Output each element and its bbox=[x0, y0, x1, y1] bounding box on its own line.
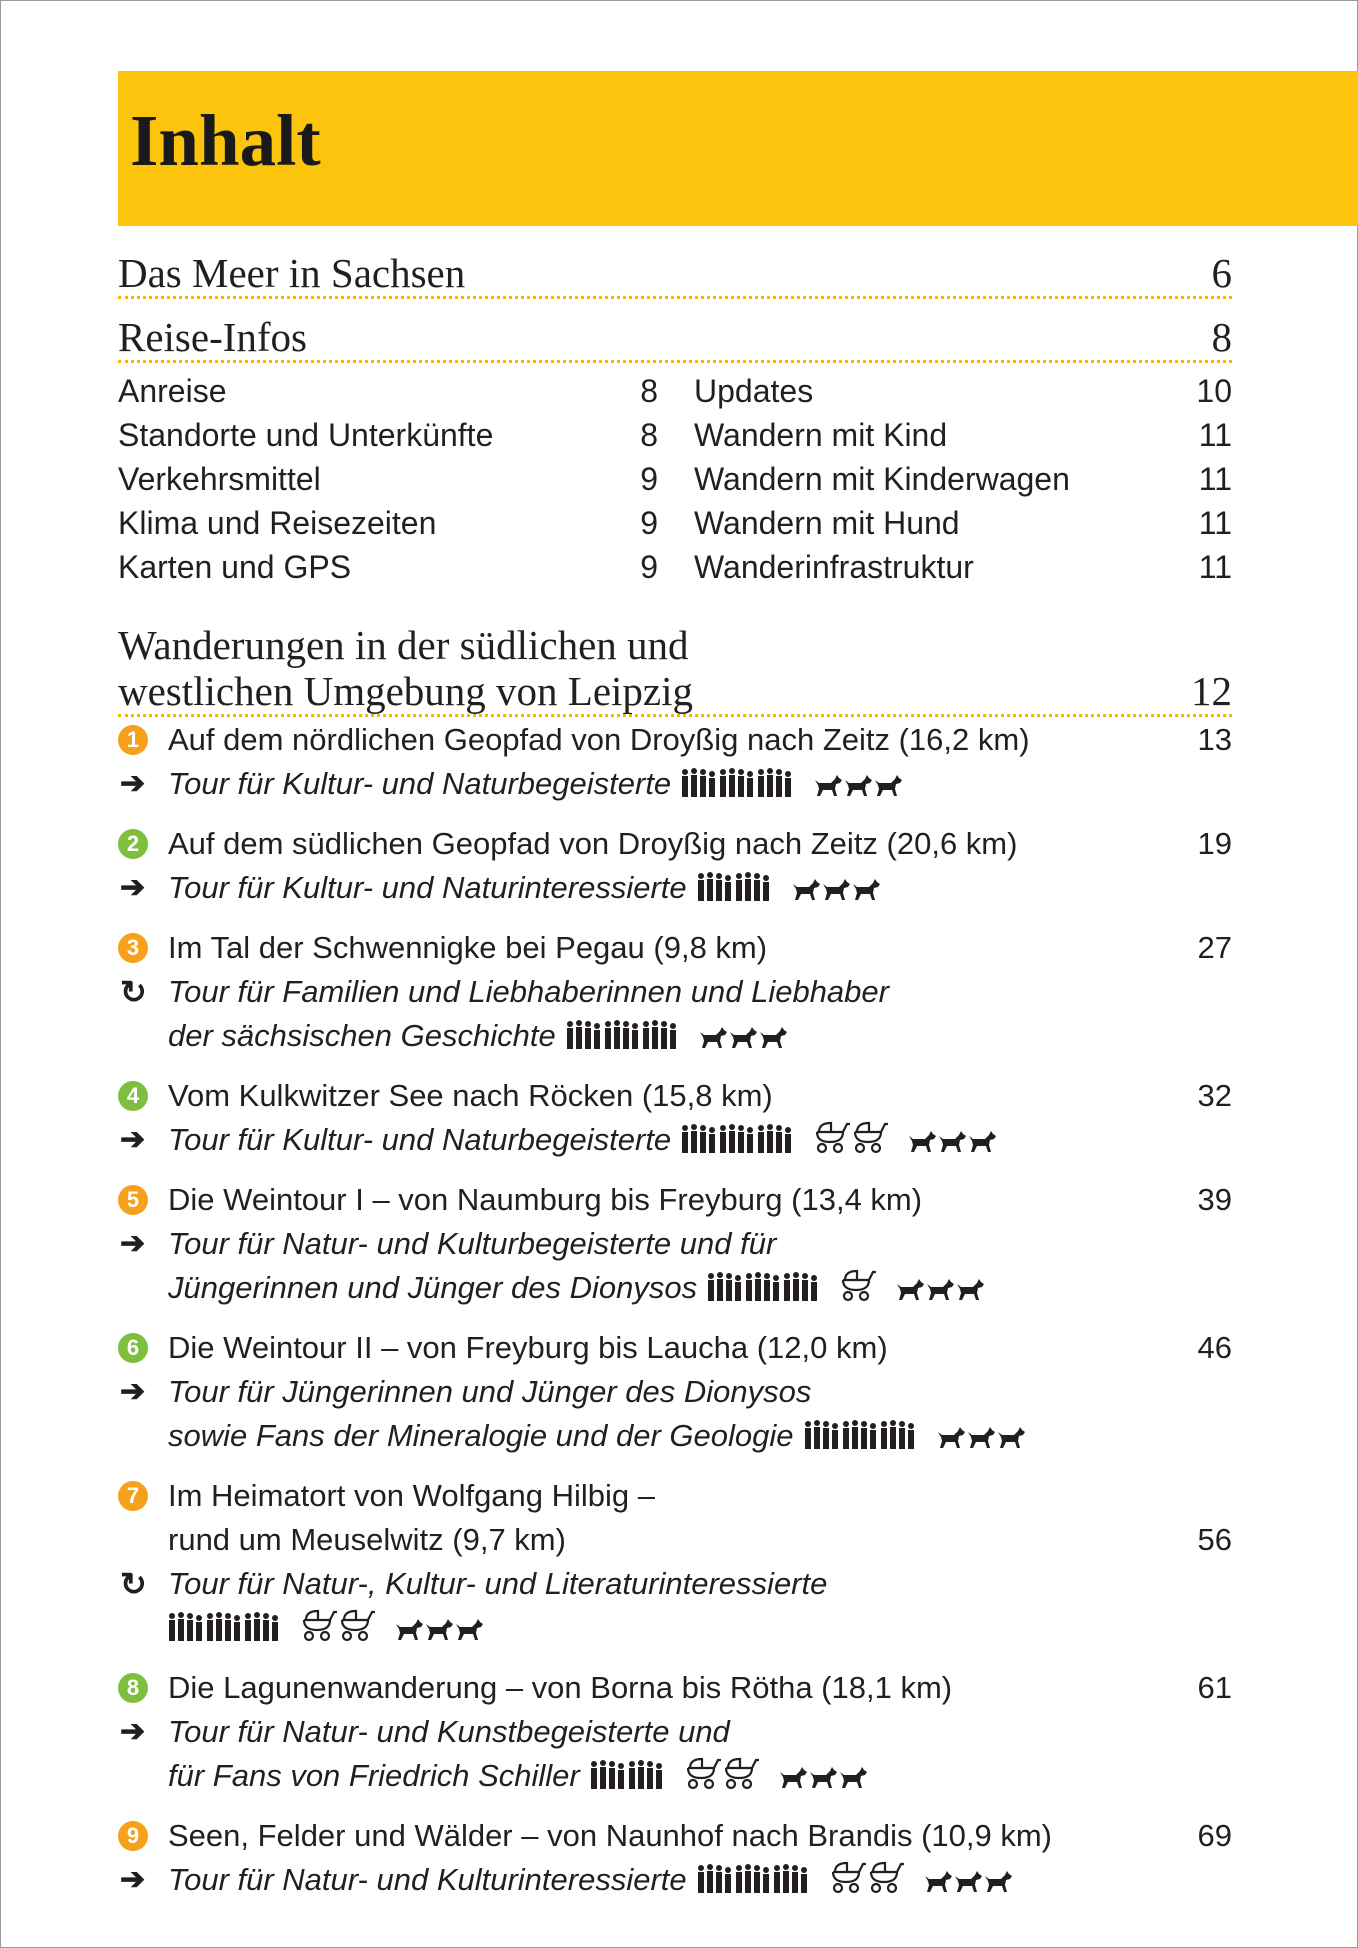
stroller-icon bbox=[338, 1608, 376, 1642]
tour-title: Seen, Felder und Wälder – von Naunhof nach Brandis (10,9 km) bbox=[168, 1818, 1052, 1853]
family-icon bbox=[773, 1864, 811, 1894]
dog-icon bbox=[895, 1278, 925, 1302]
family-icon bbox=[590, 1760, 628, 1790]
dog-rating bbox=[895, 1266, 985, 1310]
page-title: Inhalt bbox=[130, 100, 321, 181]
stroller-icon bbox=[722, 1756, 760, 1790]
stroller-rating bbox=[684, 1754, 760, 1798]
info-page: 11 bbox=[1198, 461, 1232, 497]
stroller-icon bbox=[829, 1860, 867, 1894]
dog-icon bbox=[953, 1870, 983, 1894]
tour-description-line bbox=[118, 1266, 1232, 1310]
info-item[interactable] bbox=[694, 501, 1232, 545]
stroller-rating bbox=[813, 1118, 889, 1162]
family-icon bbox=[757, 1124, 795, 1154]
reise-infos-left bbox=[118, 369, 658, 589]
info-label: Wandern mit Hund bbox=[694, 505, 960, 541]
dog-rating bbox=[813, 762, 903, 806]
section-title-line-2: westlichen Umgebung von Leipzig bbox=[118, 668, 694, 714]
tour-title-line bbox=[118, 1666, 1232, 1710]
dog-icon bbox=[821, 878, 851, 902]
tour-page: 56 bbox=[1197, 1522, 1232, 1557]
family-rating bbox=[566, 1014, 680, 1058]
dog-icon bbox=[424, 1618, 454, 1642]
dog-icon bbox=[728, 1026, 758, 1050]
info-item[interactable] bbox=[694, 413, 1232, 457]
tour-number-badge: 6 bbox=[118, 1333, 148, 1363]
tour-description: Jüngerinnen und Jünger des Dionysos bbox=[168, 1270, 698, 1305]
arrow-right-icon: ➔ bbox=[120, 1863, 146, 1896]
tour-page: 19 bbox=[1197, 826, 1232, 861]
family-icon bbox=[681, 1124, 719, 1154]
tour-number-badge: 2 bbox=[118, 829, 148, 859]
tour-description: Tour für Kultur- und Naturbegeisterte bbox=[168, 1122, 672, 1157]
info-item[interactable] bbox=[118, 501, 658, 545]
info-page: 9 bbox=[640, 461, 658, 497]
dog-rating bbox=[394, 1606, 484, 1650]
dog-icon bbox=[983, 1870, 1013, 1894]
dog-icon bbox=[967, 1130, 997, 1154]
info-label: Anreise bbox=[118, 373, 227, 409]
tour-description-line bbox=[118, 1014, 1232, 1058]
dog-icon bbox=[808, 1766, 838, 1790]
header-banner bbox=[118, 71, 1358, 226]
tour-entry[interactable] bbox=[118, 1474, 1232, 1650]
tour-page: 46 bbox=[1197, 1330, 1232, 1365]
tour-number-badge: 1 bbox=[118, 725, 148, 755]
dog-icon bbox=[925, 1278, 955, 1302]
info-page: 9 bbox=[640, 549, 658, 585]
family-icon bbox=[757, 768, 795, 798]
tour-description-line bbox=[118, 866, 1232, 910]
tour-description: der sächsischen Geschichte bbox=[168, 1018, 556, 1053]
family-icon bbox=[842, 1420, 880, 1450]
section-title: Reise-Infos bbox=[118, 314, 308, 360]
dog-icon bbox=[955, 1278, 985, 1302]
family-rating bbox=[168, 1606, 282, 1650]
tour-description-line bbox=[118, 1370, 1232, 1414]
reise-infos-right bbox=[694, 369, 1232, 589]
family-rating bbox=[707, 1266, 821, 1310]
tour-number-badge: 9 bbox=[118, 1821, 148, 1851]
tour-page: 61 bbox=[1197, 1670, 1232, 1705]
family-icon bbox=[745, 1272, 783, 1302]
tour-page: 69 bbox=[1197, 1818, 1232, 1853]
dog-rating bbox=[791, 866, 881, 910]
info-page: 11 bbox=[1198, 417, 1232, 453]
dog-icon bbox=[923, 1870, 953, 1894]
family-icon bbox=[719, 1124, 757, 1154]
dog-icon bbox=[838, 1766, 868, 1790]
dog-icon bbox=[851, 878, 881, 902]
tour-entry[interactable] bbox=[118, 1326, 1232, 1458]
tour-description-line bbox=[118, 1414, 1232, 1458]
family-icon bbox=[244, 1612, 282, 1642]
family-icon bbox=[783, 1272, 821, 1302]
tour-title: Auf dem südlichen Geopfad von Droyßig nach Zeitz (20,6 km) bbox=[168, 826, 1018, 861]
tour-description-line bbox=[118, 1222, 1232, 1266]
arrow-right-icon: ➔ bbox=[120, 1375, 146, 1408]
family-rating bbox=[697, 866, 773, 910]
family-icon bbox=[642, 1020, 680, 1050]
tour-title-line bbox=[118, 926, 1232, 970]
tour-description: Tour für Natur-, Kultur- und Literaturinteressierte bbox=[168, 1566, 828, 1601]
family-icon bbox=[719, 768, 757, 798]
dog-icon bbox=[758, 1026, 788, 1050]
dog-icon bbox=[394, 1618, 424, 1642]
arrow-right-icon: ➔ bbox=[120, 871, 146, 904]
dog-icon bbox=[907, 1130, 937, 1154]
info-page: 11 bbox=[1198, 505, 1232, 541]
stroller-icon bbox=[851, 1120, 889, 1154]
arrow-right-icon: ➔ bbox=[120, 1715, 146, 1748]
section-reise-infos[interactable] bbox=[118, 314, 1232, 363]
tour-title: Vom Kulkwitzer See nach Röcken (15,8 km) bbox=[168, 1078, 773, 1113]
tour-title: Die Weintour II – von Freyburg bis Laucha (12,0 km) bbox=[168, 1330, 888, 1365]
tour-entry[interactable] bbox=[118, 1178, 1232, 1310]
info-label: Klima und Reisezeiten bbox=[118, 505, 437, 541]
arrow-right-icon: ➔ bbox=[120, 1227, 146, 1260]
family-icon bbox=[604, 1020, 642, 1050]
tour-description-line bbox=[118, 1710, 1232, 1754]
loop-icon: ↻ bbox=[120, 974, 147, 1010]
dog-rating bbox=[923, 1858, 1013, 1902]
family-rating bbox=[590, 1754, 666, 1798]
dog-rating bbox=[907, 1118, 997, 1162]
dog-icon bbox=[813, 774, 843, 798]
stroller-rating bbox=[300, 1606, 376, 1650]
tour-page: 27 bbox=[1197, 930, 1232, 965]
info-page: 8 bbox=[640, 373, 658, 409]
info-page: 9 bbox=[640, 505, 658, 541]
family-icon bbox=[880, 1420, 918, 1450]
dog-rating bbox=[936, 1414, 1026, 1458]
tour-description: Tour für Jüngerinnen und Jünger des Dionysos bbox=[168, 1374, 812, 1409]
stroller-icon bbox=[684, 1756, 722, 1790]
tour-description: Tour für Kultur- und Naturinteressierte bbox=[168, 870, 687, 905]
tour-description-line bbox=[118, 970, 1232, 1014]
tour-description-line bbox=[118, 1118, 1232, 1162]
dog-icon bbox=[966, 1426, 996, 1450]
tour-number-badge: 4 bbox=[118, 1081, 148, 1111]
dog-icon bbox=[454, 1618, 484, 1642]
tour-entry[interactable] bbox=[118, 1814, 1232, 1902]
tour-page: 39 bbox=[1197, 1182, 1232, 1217]
family-icon bbox=[697, 1864, 735, 1894]
family-rating bbox=[681, 1118, 795, 1162]
family-rating bbox=[681, 762, 795, 806]
tour-title-line bbox=[118, 1814, 1232, 1858]
tour-title-line bbox=[118, 1518, 1232, 1562]
info-item[interactable] bbox=[694, 545, 1232, 589]
dog-rating bbox=[698, 1014, 788, 1058]
dog-icon bbox=[873, 774, 903, 798]
tour-title-line bbox=[118, 822, 1232, 866]
dog-icon bbox=[996, 1426, 1026, 1450]
tour-title: rund um Meuselwitz (9,7 km) bbox=[168, 1522, 566, 1557]
arrow-right-icon: ➔ bbox=[120, 1123, 146, 1156]
info-label: Updates bbox=[694, 373, 814, 409]
info-item[interactable] bbox=[694, 369, 1232, 413]
tour-number-badge: 3 bbox=[118, 933, 148, 963]
section-page: 8 bbox=[1211, 314, 1232, 360]
info-page: 8 bbox=[640, 417, 658, 453]
info-item[interactable] bbox=[118, 545, 658, 589]
tour-description-line bbox=[118, 1562, 1232, 1606]
stroller-icon bbox=[839, 1268, 877, 1302]
info-label: Standorte und Unterkünfte bbox=[118, 417, 494, 453]
tour-title-line bbox=[118, 1326, 1232, 1370]
tour-title-line bbox=[118, 1074, 1232, 1118]
tour-title: Auf dem nördlichen Geopfad von Droyßig nach Zeitz (16,2 km) bbox=[168, 722, 1030, 757]
family-icon bbox=[566, 1020, 604, 1050]
family-icon bbox=[681, 768, 719, 798]
family-rating bbox=[697, 1858, 811, 1902]
tour-page: 32 bbox=[1197, 1078, 1232, 1113]
stroller-rating bbox=[839, 1266, 877, 1310]
info-label: Wanderinfrastruktur bbox=[694, 549, 974, 585]
tour-description: Tour für Natur- und Kulturbegeisterte und für bbox=[168, 1226, 777, 1261]
dog-icon bbox=[936, 1426, 966, 1450]
tour-icons-line bbox=[118, 1606, 1232, 1650]
tour-title: Die Weintour I – von Naumburg bis Freyburg (13,4 km) bbox=[168, 1182, 923, 1217]
dog-rating bbox=[778, 1754, 868, 1798]
tour-description-line bbox=[118, 762, 1232, 806]
stroller-icon bbox=[300, 1608, 338, 1642]
tour-description: Tour für Natur- und Kunstbegeisterte und bbox=[168, 1714, 730, 1749]
dog-icon bbox=[937, 1130, 967, 1154]
section-title-line-1: Wanderungen in der südlichen und bbox=[118, 622, 689, 668]
info-item[interactable] bbox=[118, 369, 658, 413]
tour-entry[interactable] bbox=[118, 718, 1232, 806]
dog-icon bbox=[843, 774, 873, 798]
stroller-rating bbox=[829, 1858, 905, 1902]
family-rating bbox=[804, 1414, 918, 1458]
family-icon bbox=[735, 872, 773, 902]
tour-description: für Fans von Friedrich Schiller bbox=[168, 1758, 580, 1793]
tour-number-badge: 8 bbox=[118, 1673, 148, 1703]
family-icon bbox=[206, 1612, 244, 1642]
section-page: 12 bbox=[1191, 668, 1232, 714]
tour-description-line bbox=[118, 1858, 1232, 1902]
tour-number-badge: 5 bbox=[118, 1185, 148, 1215]
tour-title: Im Heimatort von Wolfgang Hilbig – bbox=[168, 1478, 656, 1513]
tour-description: Tour für Natur- und Kulturinteressierte bbox=[168, 1862, 687, 1897]
tour-title: Im Tal der Schwennigke bei Pegau (9,8 km) bbox=[168, 930, 768, 965]
section-title: Das Meer in Sachsen bbox=[118, 250, 466, 296]
tour-entry[interactable] bbox=[118, 926, 1232, 1058]
family-icon bbox=[804, 1420, 842, 1450]
tour-entry[interactable] bbox=[118, 1666, 1232, 1798]
section-page: 6 bbox=[1211, 250, 1232, 296]
loop-icon: ↻ bbox=[120, 1566, 147, 1602]
stroller-icon bbox=[867, 1860, 905, 1894]
family-icon bbox=[707, 1272, 745, 1302]
tour-description-line bbox=[118, 1754, 1232, 1798]
arrow-right-icon: ➔ bbox=[120, 767, 146, 800]
info-label: Wandern mit Kinderwagen bbox=[694, 461, 1070, 497]
info-label: Wandern mit Kind bbox=[694, 417, 948, 453]
info-label: Verkehrsmittel bbox=[118, 461, 321, 497]
tour-title: Die Lagunenwanderung – von Borna bis Rötha (18,1 km) bbox=[168, 1670, 953, 1705]
tour-page: 13 bbox=[1197, 722, 1232, 757]
info-item[interactable] bbox=[118, 413, 658, 457]
dog-icon bbox=[698, 1026, 728, 1050]
info-page: 10 bbox=[1196, 373, 1232, 409]
family-icon bbox=[628, 1760, 666, 1790]
info-item[interactable] bbox=[118, 457, 658, 501]
tour-entry[interactable] bbox=[118, 1074, 1232, 1162]
family-icon bbox=[168, 1612, 206, 1642]
dog-icon bbox=[791, 878, 821, 902]
tour-title-line bbox=[118, 1474, 1232, 1518]
tour-entry[interactable] bbox=[118, 822, 1232, 910]
info-label: Karten und GPS bbox=[118, 549, 352, 585]
family-icon bbox=[735, 1864, 773, 1894]
stroller-icon bbox=[813, 1120, 851, 1154]
section-meer[interactable] bbox=[118, 250, 1232, 299]
tour-number-badge: 7 bbox=[118, 1481, 148, 1511]
tour-title-line bbox=[118, 718, 1232, 762]
section-wanderungen[interactable] bbox=[118, 622, 1232, 717]
family-icon bbox=[697, 872, 735, 902]
info-item[interactable] bbox=[694, 457, 1232, 501]
tour-title-line bbox=[118, 1178, 1232, 1222]
tour-description: Tour für Kultur- und Naturbegeisterte bbox=[168, 766, 672, 801]
tour-description: sowie Fans der Mineralogie und der Geologie bbox=[168, 1418, 794, 1453]
dog-icon bbox=[778, 1766, 808, 1790]
tour-description: Tour für Familien und Liebhaberinnen und Liebhaber bbox=[168, 974, 889, 1009]
info-page: 11 bbox=[1198, 549, 1232, 585]
